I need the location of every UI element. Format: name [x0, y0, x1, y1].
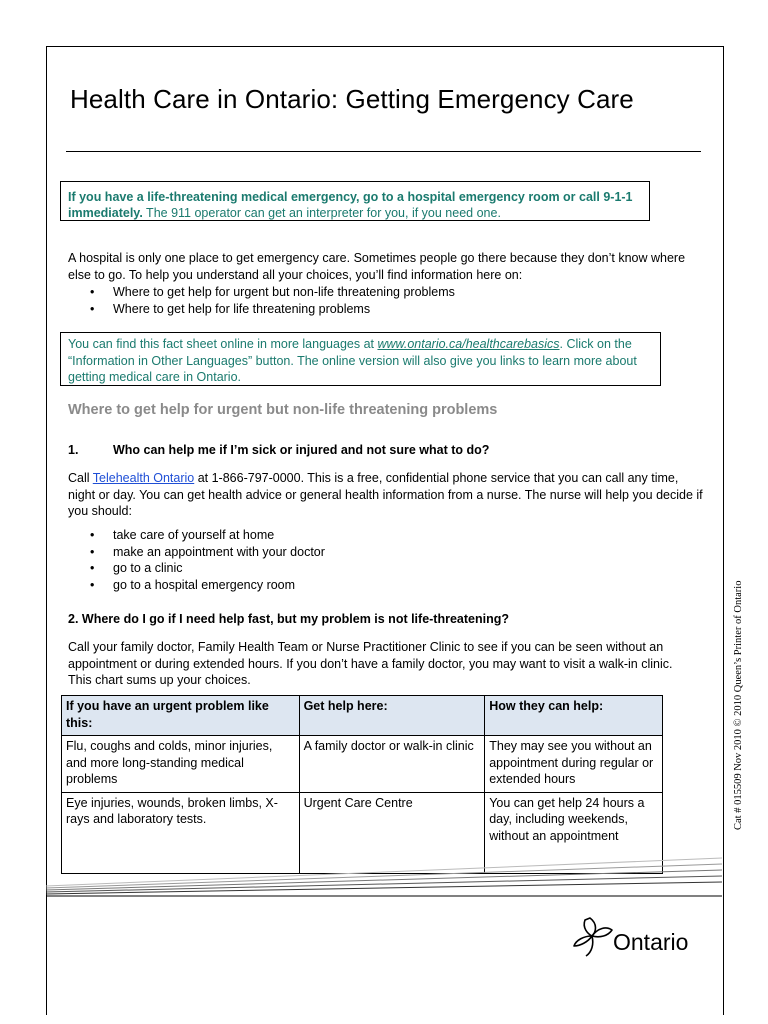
ontario-logo-text: Ontario	[613, 929, 689, 955]
languages-box	[60, 332, 661, 386]
table-row	[62, 736, 663, 793]
languages-text-post: . Click on the “Information in Other Languages” button. The online version will also give you links to learn more about getting medical care in Ontario.	[68, 337, 637, 384]
footer-swoosh-lines	[46, 850, 722, 900]
list-item: • take care of yourself at home	[90, 527, 325, 544]
emergency-notice-box	[60, 181, 650, 221]
choices-table	[61, 695, 663, 874]
table-cell: You can get help 24 hours a day, including weekends, without an appointment	[485, 792, 663, 873]
table-cell: They may see you without an appointment during regular or extended hours	[485, 736, 663, 793]
emergency-notice-bold: If you have a life-threatening medical emergency, go to a hospital emergency room or call 9-1-1 immediately.	[68, 190, 633, 220]
table-header-row	[62, 696, 663, 736]
emergency-notice-rest: The 911 operator can get an interpreter for you, if you need one.	[142, 206, 501, 220]
intro-paragraph: A hospital is only one place to get emergency care. Sometimes people go there because they don’t know where else to go. To help you understand all your choices, you’ll find information here on:	[68, 251, 686, 282]
q1-call-post: at 1-866-797-0000. This is a free, confidential phone service that you can call any time, night or day. You can get health advice or general health information from a nurse. The nurse will help you decide if you should:	[68, 471, 703, 518]
healthcarebasics-link[interactable]: www.ontario.ca/healthcarebasics	[377, 337, 560, 351]
q1-call-pre: Call	[68, 471, 93, 485]
q1-question: Who can help me if I’m sick or injured and not sure what to do?	[113, 443, 490, 457]
table-header-cell: Get help here:	[299, 696, 485, 736]
table-cell: Eye injuries, wounds, broken limbs, X-rays and laboratory tests.	[62, 792, 300, 873]
intro-bullet-list	[90, 284, 455, 317]
list-item: • go to a clinic	[90, 560, 325, 577]
languages-text-pre: You can find this fact sheet online in more languages at	[68, 337, 378, 351]
table-header-cell: If you have an urgent problem like this:	[62, 696, 300, 736]
list-item: • make an appointment with your doctor	[90, 544, 325, 561]
q1-bullet-list	[90, 527, 325, 593]
title-divider	[66, 151, 701, 152]
q1-number: 1.	[68, 443, 79, 457]
section-heading: Where to get help for urgent but non-life threatening problems	[68, 402, 498, 418]
table-cell: Urgent Care Centre	[299, 792, 485, 873]
q1-paragraph	[68, 470, 708, 520]
catalogue-note: Cat # 015509 Nov 2010 © 2010 Queen’s Printer of Ontario	[733, 580, 744, 830]
telehealth-ontario-link[interactable]: Telehealth Ontario	[92, 471, 195, 485]
table-cell: A family doctor or walk-in clinic	[299, 736, 485, 793]
page-title: Health Care in Ontario: Getting Emergency Care	[70, 84, 634, 114]
list-item: • Where to get help for life threatening problems	[90, 301, 455, 318]
table-header-cell: How they can help:	[485, 696, 663, 736]
list-item: • go to a hospital emergency room	[90, 577, 325, 594]
q2-paragraph: Call your family doctor, Family Health Team or Nurse Practitioner Clinic to see if you can be seen without an appointment or during extended hours. If you don’t have a family doctor, you may want to visit a walk-in clinic. This chart sums up your choices.	[68, 640, 673, 687]
list-item: • Where to get help for urgent but non-life threatening problems	[90, 284, 455, 301]
table-cell: Flu, coughs and colds, minor injuries, and more long-standing medical problems	[62, 736, 300, 793]
q2-question: 2. Where do I go if I need help fast, but my problem is not life-threatening?	[68, 612, 510, 626]
